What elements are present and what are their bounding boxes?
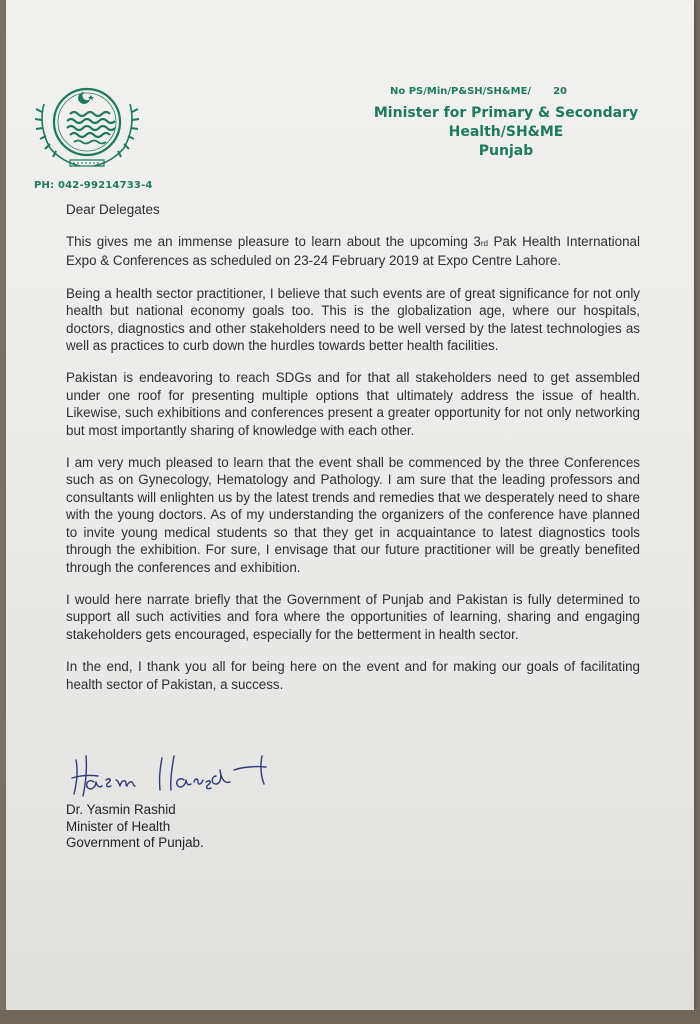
paragraph-6: In the end, I thank you all for being here on the event and for making our goals of facilitating health sector of Pakistan, a success. [66,659,640,692]
table-surface [0,1010,700,1024]
signatory-designation: Minister of Health [66,818,171,834]
punjab-government-emblem-icon [34,84,140,176]
reference-number [390,86,567,97]
title-line-1: Minister for Primary & Secondary [373,105,639,121]
title-line-3: Punjab [478,143,534,159]
paragraph-3: Pakistan is endeavoring to reach SDGs and for that all stakeholders need to get assembled under one roof for presenting multiple options that ultimately address the issue of health. Likewise, such exhibitions and conferences present a greater opportunity for not only networking but most importantly sharing of knowledge with each other. [66,370,640,438]
phone-number: PH: 042-99214733-4 [34,180,153,191]
handwritten-signature-icon [66,752,286,806]
letter-page [6,0,694,1010]
paragraph-4: I am very much pleased to learn that the event shall be commenced by the three Conferences such as on Gynecology, Hematology and Pathology. I am sure that the leading professors and consultants will enlighten us by the latest trends and remedies that we desperately need to share with the young doctors. As of my understanding the organizers of the conference have planned to invite young medical students so that they get in acquaintance to latest diagnostics tools through the exhibition. For sure, I envisage that our future practitioner will be greatly benefited through the conferences and exhibition. [66,455,640,575]
signatory-name: Dr. Yasmin Rashid [66,802,176,817]
paragraph-1 [66,233,640,270]
salutation: Dear Delegates [66,202,160,217]
title-line-2: Health/SH&ME [448,124,564,140]
paragraph-5: I would here narrate briefly that the Government of Punjab and Pakistan is fully determined to support all such activities and fora where the opportunities of learning, sharing and engaging stakeholders gets encouraged, especially for the betterment in health sector. [66,591,640,642]
reference-text: No PS/Min/P&SH/SH&ME/ [390,86,532,97]
paragraph-1-start: This gives me an immense pleasure to learn about the upcoming 3 [66,234,481,249]
signatory-block [66,802,204,852]
ordinal-suffix: rd [480,239,488,248]
paragraph-2: Being a health sector practitioner, I believe that such events are of great significance for not only health but national economy goals too. This is the globalization age, where our hospitals, doctors, diagnostics and other stakeholders need to be well versed by the latest technologies as well as practices to curb down the hurdles towards better health facilities. [66,285,640,354]
letter-body [66,233,640,708]
signatory-organization: Government of Punjab. [66,835,204,850]
letterhead-title [356,104,656,161]
reference-year: 20 [553,86,567,97]
paragraph-1-end: Pak Health International Expo & Conferences as scheduled on 23-24 February 2019 at Expo Centre Lahore. [66,234,640,269]
